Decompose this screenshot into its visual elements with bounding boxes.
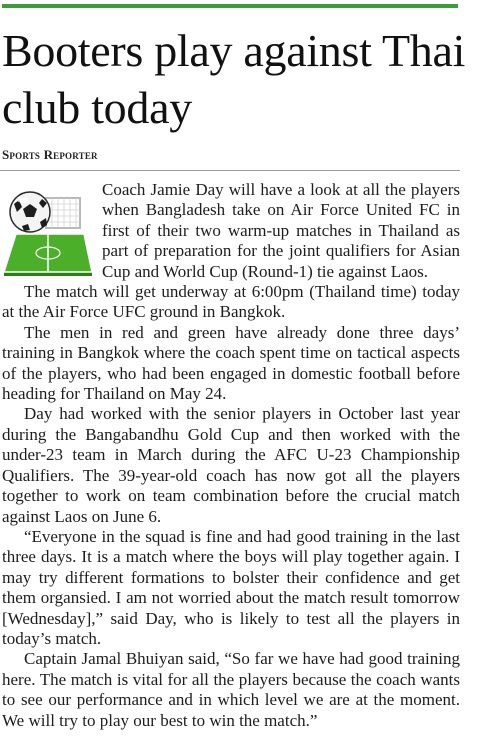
article-paragraph: The match will get underway at 6:00pm (Thailand time) today at the Air Force UFC ground in Bangkok. (2, 282, 460, 322)
football-pitch-icon (2, 182, 94, 278)
article-paragraph: “Everyone in the squad is fine and had good training in the last three days. It is a match where the boys will play together again. I may try different formations to bolster their confidence and get them organsied. I am not worried about the match result tomorrow [Wednesday],” said Day, who is likely to test all the players in today’s match. (2, 526, 460, 648)
byline-divider (0, 170, 460, 171)
top-accent-rule (2, 4, 458, 8)
article-paragraph: Coach Jamie Day will have a look at all the players when Bangladesh take on Air Force United FC in first of their two warm-up matches in Thailand as part of preparation for the joint qualifiers for Asian Cup and World Cup (Round-1) tie against Laos. (102, 180, 460, 281)
article-paragraph: The men in red and green have already done three days’ training in Bangkok where the coach spent time on tactical aspects of the players, who had been engaged in domestic football before heading for Thailand on May 24. (2, 322, 460, 404)
headline: Booters play against Thai club today (2, 25, 466, 133)
byline: Sports Reporter (2, 147, 98, 162)
article-paragraph: Day had worked with the senior players in October last year during the Bangabandhu Gold Cup and then worked with the under-23 team in March during the AFC U-23 Championship Qualifiers. The 39-year-old coach has now got all the players together to work on team combination before the crucial match against Laos on June 6. (2, 404, 460, 526)
article-body (2, 180, 460, 731)
article-paragraph: Captain Jamal Bhuiyan said, “So far we have had good training here. The match is vital for all the players because the coach wants to see our performance and in which level we are at the moment. We will try to play our best to win the match.” (2, 649, 460, 730)
